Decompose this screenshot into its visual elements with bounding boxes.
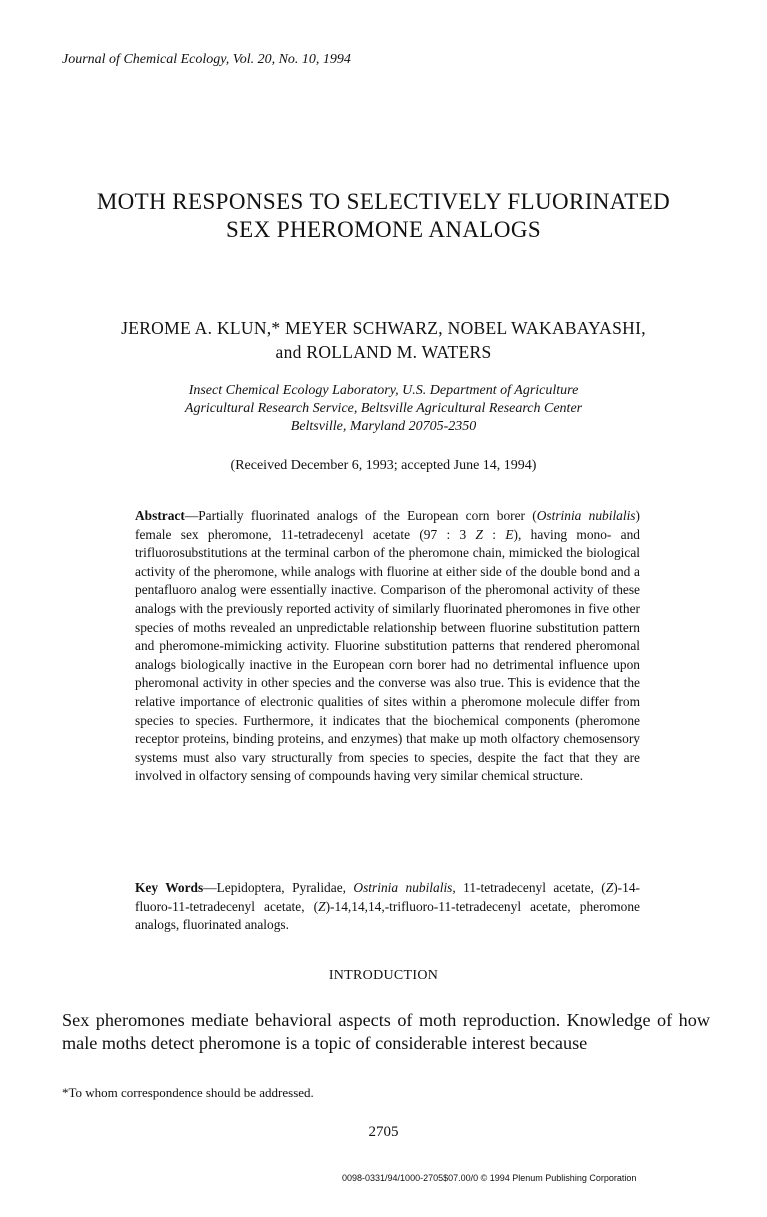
key-words: [135, 879, 640, 935]
keywords-isomer-z-2: Z: [318, 898, 326, 914]
received-dates: (Received December 6, 1993; accepted June 14, 1994): [230, 458, 537, 473]
keywords-text-2: , 11-tetradecenyl acetate, (: [452, 880, 606, 895]
affiliation-line-1: Insect Chemical Ecology Laboratory, U.S. Department of Agriculture: [188, 383, 579, 398]
title-line-1: MOTH RESPONSES TO SELECTIVELY FLUORINATED: [96, 189, 671, 214]
keywords-label: Key Words: [135, 880, 204, 895]
introduction-paragraph: Sex pheromones mediate behavioral aspects of moth reproduction. Knowledge of how male moths detect pheromone is a topic of considerable interest because: [62, 1010, 710, 1053]
keywords-isomer-z-1: Z: [605, 880, 614, 895]
title-line-2: SEX PHEROMONE ANALOGS: [225, 217, 542, 242]
page-number: 2705: [368, 1124, 399, 1140]
authors-line-1: JEROME A. KLUN,* MEYER SCHWARZ, NOBEL WAKABAYASHI,: [121, 318, 646, 338]
affiliation-line-2: Agricultural Research Service, Beltsville Agricultural Research Center: [184, 401, 583, 416]
copyright-line: 0098-0331/94/1000-2705$07.00/0 © 1994 Plenum Publishing Corporation: [342, 1173, 637, 1183]
affiliation-line-3: Beltsville, Maryland 20705-2350: [290, 419, 477, 434]
keywords-text-4: )-14,14,14,-trifluoro-11-tetradecenyl acetate, pheromone analogs, fluorinated analogs.: [135, 898, 640, 933]
abstract-text-2: ) female sex pheromone, 11-tetradecenyl acetate (97 : 3: [135, 508, 640, 542]
abstract-text-1: —Partially fluorinated analogs of the European corn borer (: [184, 508, 537, 523]
author-list: [0, 316, 767, 364]
affiliation: [0, 382, 767, 436]
abstract: [135, 507, 640, 786]
abstract-ratio-colon: :: [483, 526, 506, 542]
abstract-isomer-z: Z: [475, 526, 483, 542]
keywords-text-1: —Lepidoptera, Pyralidae,: [203, 880, 354, 895]
keywords-text-3: )-14-fluoro-11-tetradecenyl acetate, (: [135, 880, 640, 914]
keywords-species: Ostrinia nubilalis: [353, 880, 453, 895]
abstract-species: Ostrinia nubilalis: [536, 508, 636, 523]
authors-line-2: and ROLLAND M. WATERS: [275, 342, 492, 362]
abstract-label: Abstract: [135, 508, 185, 523]
introduction-heading: INTRODUCTION: [328, 968, 439, 983]
journal-citation: Journal of Chemical Ecology, Vol. 20, No. 10, 1994: [62, 52, 351, 67]
abstract-isomer-e: E: [505, 526, 514, 542]
abstract-text-3: ), having mono- and trifluorosubstitutions at the terminal carbon of the pheromone chain, mimicked the biological activity of the pheromone, while analogs with fluorine at either side of the double bond and a pentafluoro analog were essentially inactive. Comparison of the pheromonal activity of these analogs with the previously reported activity of similarly fluorinated pheromones in five other species of moths revealed an unpredictable relationship between fluorine substitution pattern and pheromone-mimicking activity. Fluorine substitution patterns that rendered pheromonal analogs biologically inactive in the European corn borer had no detrimental influence upon pheromonal activity in other species and the converse was also true. This is evidence that the relative importance of electronic qualities of sites within a pheromone molecule differ from species to species. Furthermore, it indicates that the biochemical components (pheromone receptor proteins, binding proteins, and enzymes) that make up moth olfactory chemosensory systems must also vary structurally from species to species, despite the fact that they are involved in olfactory sensing of compounds having very similar chemical structure.: [135, 526, 641, 784]
article-title: [0, 188, 767, 244]
footnote: *To whom correspondence should be addressed.: [62, 1085, 314, 1100]
